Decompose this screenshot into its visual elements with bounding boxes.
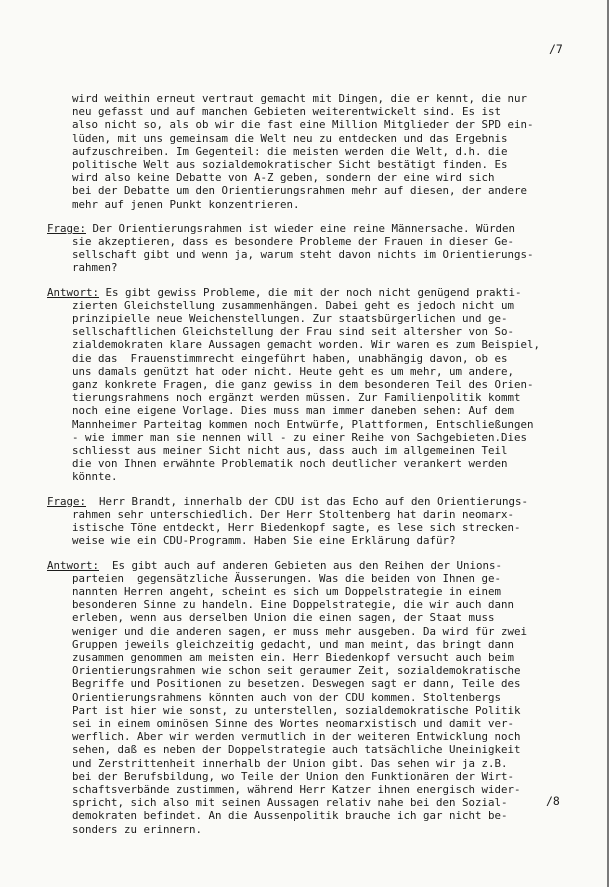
text-line: bei der Berufsbildung, wo Teile der Union den Funktionären der Wirt-: [72, 769, 515, 783]
first-line: [47, 559, 587, 572]
text-line: zialdemokraten klare Aussagen gemacht worden. Wir waren es zum Beispiel,: [72, 338, 541, 352]
text-line: werflich. Aber wir werden vermutlich in der weiteren Entwicklung noch: [72, 730, 521, 744]
text-line: tierungsrahmens noch ergänzt werden müssen. Zur Familienpolitik kommt: [72, 391, 521, 405]
text-line: könnte.: [72, 470, 118, 484]
text-line: Es gibt gewiss Probleme, die mit der noch nicht genügend prakti-: [99, 285, 522, 299]
text-line: neu gefasst und auf manchen Gebieten weiterentwickelt sind. Es ist: [72, 105, 502, 119]
text-line: zusammen genommen am meisten ein. Herr Biedenkopf versucht auch beim: [72, 650, 515, 664]
text-line: ganz konkrete Fragen, die ganz gewiss in dem besonderen Teil des Orien-: [72, 378, 534, 392]
text-line: Der Orientierungsrahmen ist wieder eine reine Männersache. Würden: [86, 221, 516, 235]
text-line: parteien gegensätzliche Äusserungen. Was die beiden von Ihnen ge-: [72, 571, 502, 585]
text-line: Part ist hier wie sonst, zu unterstellen, sozialdemokratische Politik: [72, 703, 521, 717]
text-line: weniger und die anderen sagen, er muss mehr ausgeben. Da wird für zwei: [72, 624, 528, 638]
text-line: politische Welt aus sozialdemokratischer Sicht bestätigt finden. Es: [72, 158, 508, 172]
speaker-label: Antwort:: [47, 285, 100, 299]
text-line: spricht, sich also mit seinen Aussagen relativ nahe bei den Sozial-: [72, 796, 508, 810]
text-line: demokraten befindet. An die Aussenpolitik brauche ich gar nicht be-: [72, 809, 508, 823]
text-line: sellschaftlichen Gleichstellung der Frau sind seit altersher von So-: [72, 325, 515, 339]
text-line: Gruppen jeweils gleichzeitig gedacht, und man meint, das bringt dann: [72, 637, 515, 651]
text-line: rahmen?: [72, 261, 118, 275]
text-line: zierten Gleichstellung zusammenhängen. Dabei geht es jedoch nicht um: [72, 298, 515, 312]
page-number-top: /7: [549, 42, 563, 56]
text-line: noch eine eigene Vorlage. Dies muss man immer daneben sehen: Auf dem: [72, 404, 515, 418]
text-line: sellschaft gibt und wenn ja, warum steht davon nichts im Orientierungs-: [72, 248, 534, 262]
answer-block: [47, 559, 587, 836]
page-number-bottom: /8: [546, 794, 560, 808]
text-line: Orientierungsrahmen wie schon seit geraumer Zeit, sozialdemokratische: [72, 664, 521, 678]
text-line: erleben, wenn aus derselben Union die einen sagen, der Staat muss: [72, 611, 495, 625]
first-line: [47, 222, 587, 235]
text-line: schaftsverbände zustimmen, während Herr Katzer ihnen energisch wider-: [72, 782, 521, 796]
text-line: sonders zu erinnern.: [72, 822, 203, 836]
text-line: rahmen sehr unterschiedlich. Der Herr Stoltenberg hat darin neomarx-: [72, 507, 515, 521]
text-line: Es gibt auch auf anderen Gebieten aus den Reihen der Unions-: [99, 558, 503, 572]
text-line: die das Frauenstimmrecht eingeführt haben, unabhängig davon, ob es: [72, 351, 508, 365]
text-line: - wie immer man sie nennen will - zu einer Reihe von Sachgebieten.Dies: [72, 430, 528, 444]
text-line: wird weithin erneut vertraut gemacht mit Dingen, die er kennt, die nur: [72, 92, 528, 105]
text-line: sie akzeptieren, dass es besondere Probleme der Frauen in dieser Ge-: [72, 235, 515, 249]
text-line: und Zerstrittenheit innerhalb der Union gibt. Das sehen wir ja z.B.: [72, 756, 508, 770]
speaker-label: Frage:: [47, 221, 87, 235]
text-line: uns damals genützt hat oder nicht. Heute geht es um mehr, um andere,: [72, 364, 515, 378]
text-line: aufzuschreiben. Im Gegenteil: die meisten werden die Welt, d.h. die: [72, 144, 508, 158]
text-line: bei der Debatte um den Orientierungsrahmen mehr auf diesen, der andere: [72, 184, 528, 198]
intro-paragraph: [47, 92, 587, 211]
text-line: istische Töne entdeckt, Herr Biedenkopf sagte, es lese sich strecken-: [72, 521, 521, 535]
text-line: Begriffe und Positionen zu besetzen. Deswegen sagt er dann, Teile des: [72, 677, 521, 691]
text-line: Herr Brandt, innerhalb der CDU ist das Echo auf den Orientierungs-: [86, 494, 529, 508]
text-line: wird also keine Debatte von A-Z geben, sondern der eine wird sich: [72, 171, 495, 185]
document-body: [47, 92, 587, 847]
text-line: die von Ihnen erwähnte Problematik noch deutlicher verankert werden: [72, 457, 508, 471]
question-block: [47, 495, 587, 548]
text-line: also nicht so, als ob wir die fast eine Million Mitglieder der SPD ein-: [72, 118, 534, 132]
text-line: prinzipielle neue Weichenstellungen. Zur staatsbürgerlichen und ge-: [72, 312, 508, 326]
text-line: lüden, mit uns gemeinsam die Welt neu zu entdecken und das Ergebnis: [72, 131, 508, 145]
text-line: Mannheimer Parteitag kommen noch Entwürfe, Plattformen, Entschließungen: [72, 417, 534, 431]
text-line: sehen, daß es neben der Doppelstrategie auch tatsächliche Uneinigkeit: [72, 743, 521, 757]
text-line: weise wie ein CDU-Programm. Haben Sie eine Erklärung dafür?: [72, 534, 456, 548]
text-line: besonderen Sinne zu handeln. Eine Doppelstrategie, die wir auch dann: [72, 598, 515, 612]
text-line: sei in einem ominösen Sinne des Wortes neomarxistisch und damit ver-: [72, 716, 515, 730]
answer-block: [47, 286, 587, 484]
text-line: mehr auf jenen Punkt konzentrieren.: [72, 197, 300, 211]
text-line: Orientierungsrahmens könnten auch von der CDU kommen. Stoltenbergs: [72, 690, 502, 704]
question-block: [47, 222, 587, 275]
first-line: [47, 286, 587, 299]
speaker-label: Antwort:: [47, 558, 100, 572]
text-line: schliesst aus meiner Sicht nicht aus, dass auch im allgemeinen Teil: [72, 444, 508, 458]
speaker-label: Frage:: [47, 494, 87, 508]
qa-section: [47, 222, 587, 836]
text-line: nannten Herren angeht, scheint es sich um Doppelstrategie in einem: [72, 584, 502, 598]
first-line: [47, 495, 587, 508]
